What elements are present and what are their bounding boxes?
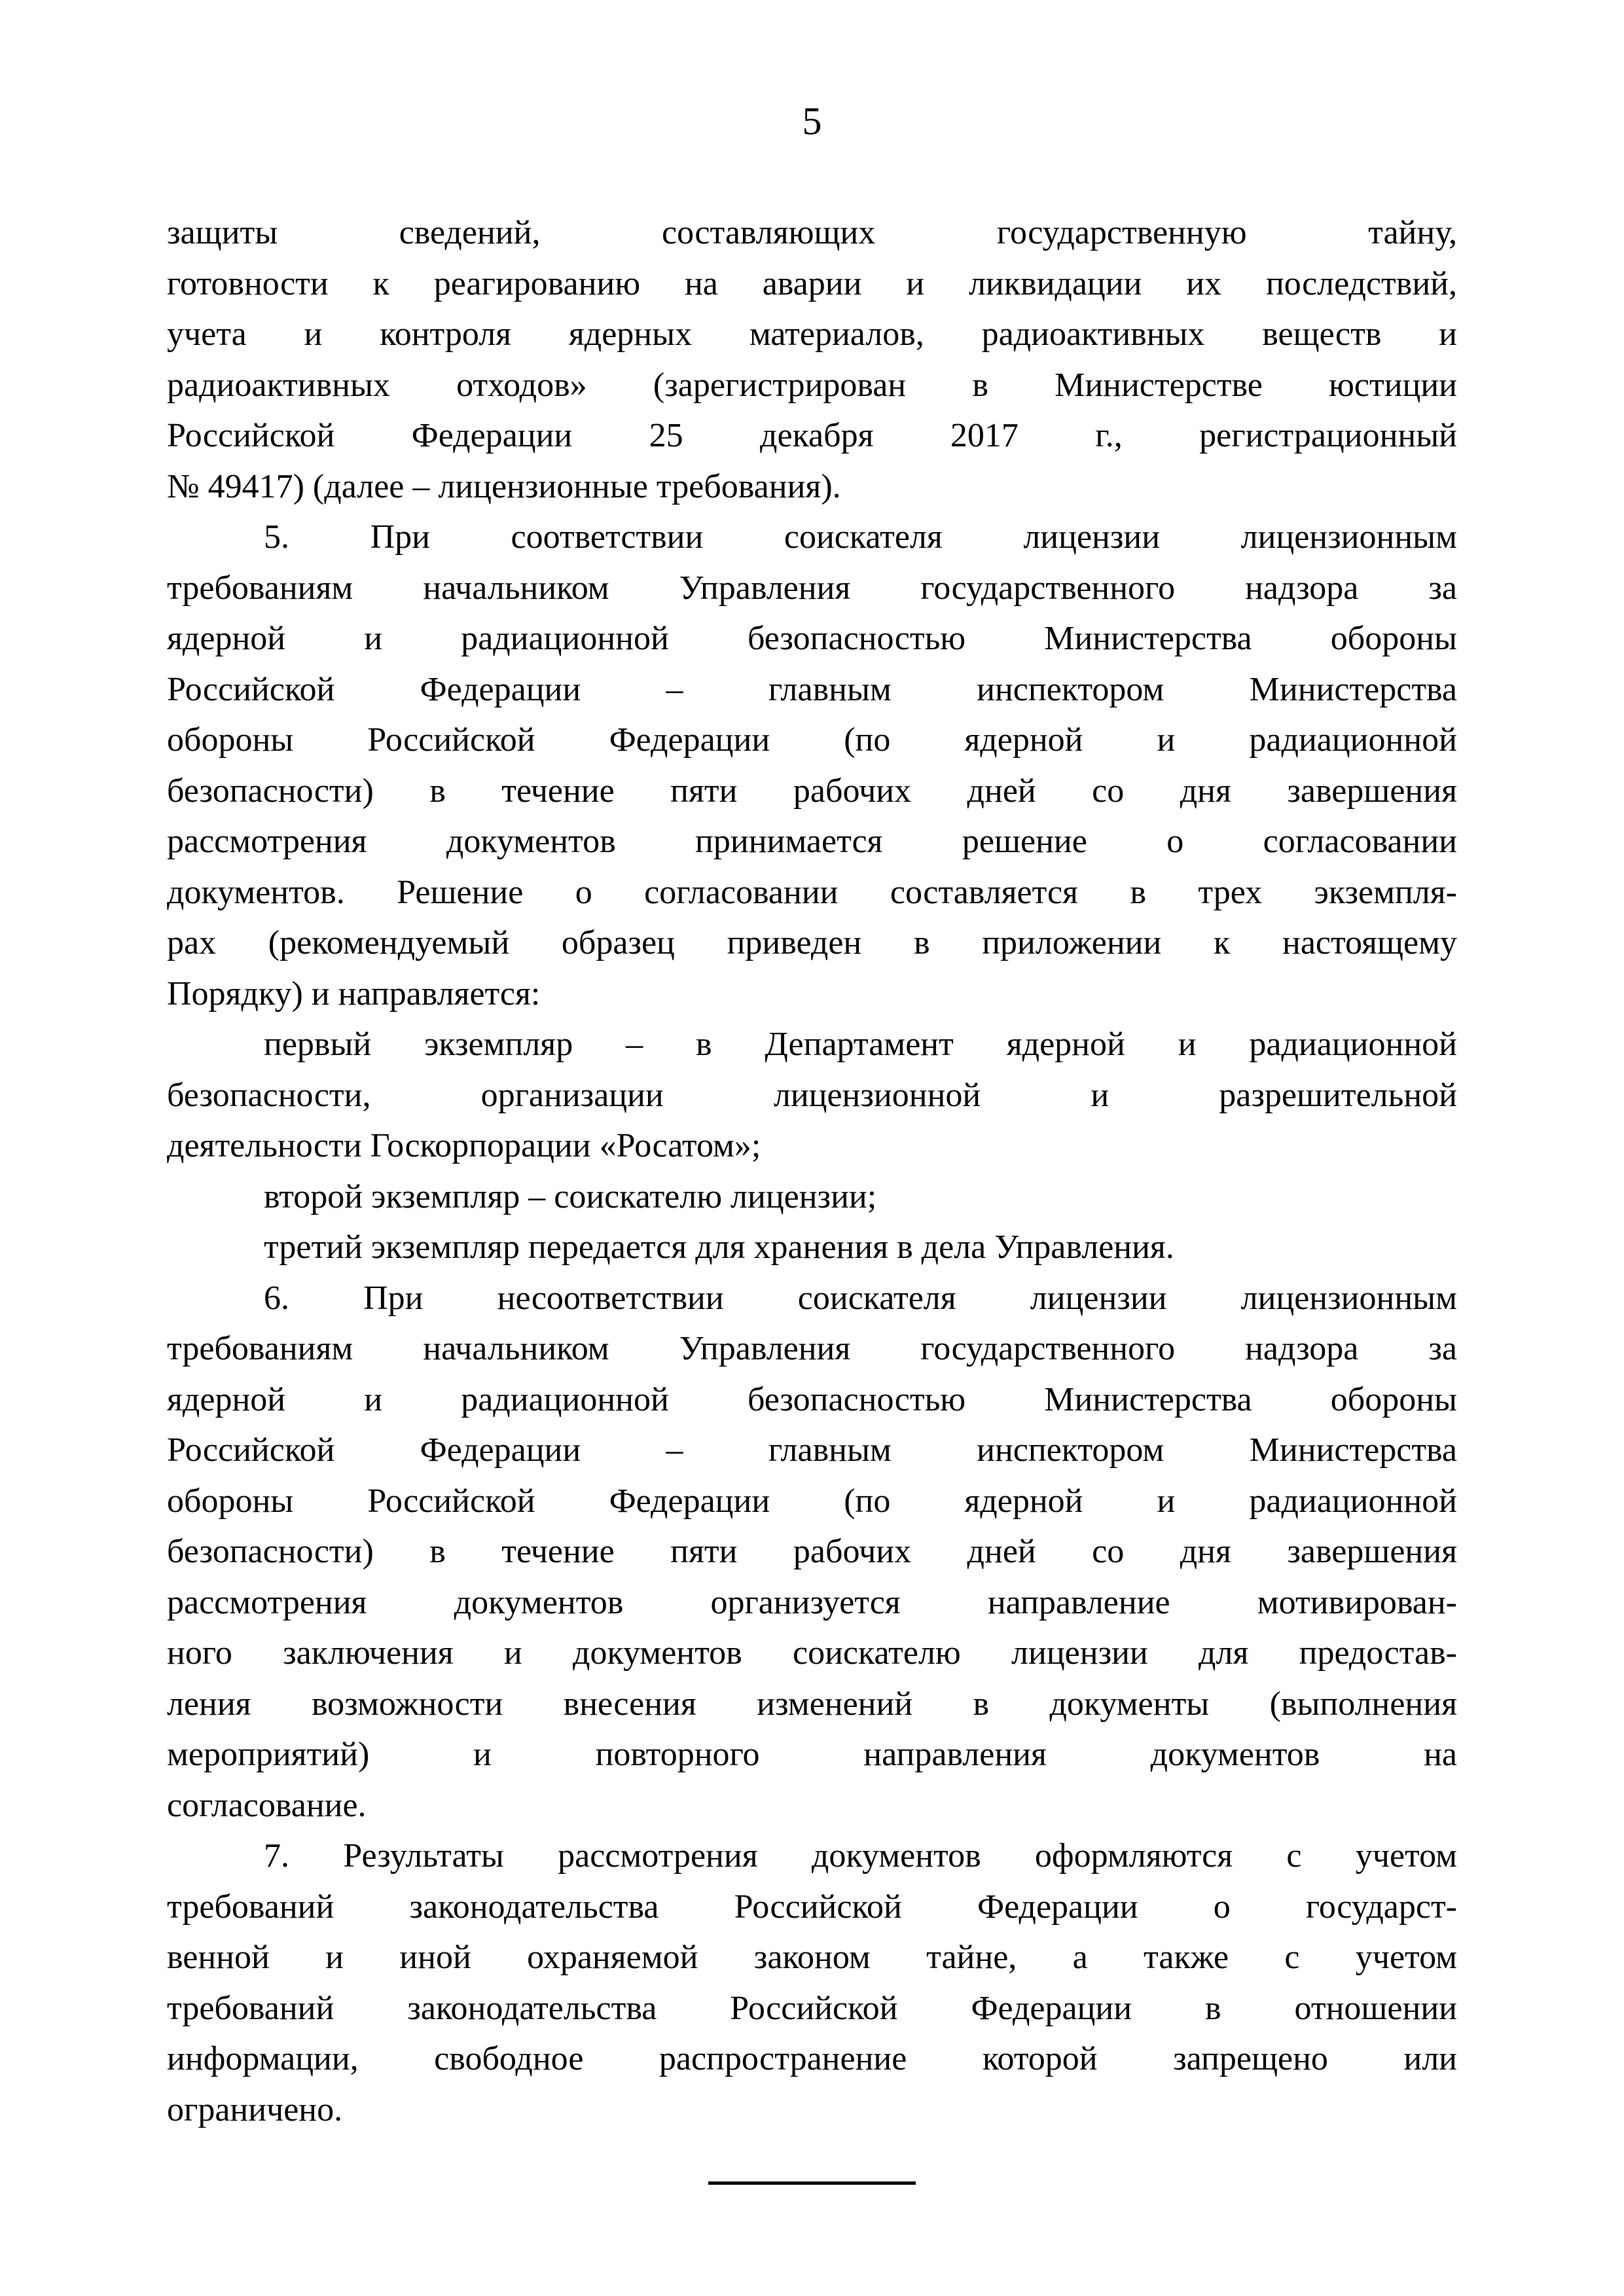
text-line: рах (рекомендуемый образец приведен в приложении к настоящему xyxy=(167,924,1457,961)
text-line: безопасности, организации лицензионной и разрешительной xyxy=(167,1076,1457,1114)
text-line: венной и иной охраняемой законом тайне, а также с учетом xyxy=(167,1939,1457,1976)
text-line: ного заключения и документов соискателю лицензии для предостав- xyxy=(167,1634,1457,1672)
text-line: готовности к реагированию на аварии и ликвидации их последствий, xyxy=(167,264,1457,302)
text-line: Порядку) и направляется: xyxy=(167,975,541,1013)
text-line: требованиям начальником Управления государственного надзора за xyxy=(167,1330,1457,1367)
text-line: радиоактивных отходов» (зарегистрирован в Министерстве юстиции xyxy=(167,366,1457,404)
text-line: мероприятий) и повторного направления документов на xyxy=(167,1736,1457,1773)
text-line: документов. Решение о согласовании составляется в трех экземпля- xyxy=(167,873,1457,911)
text-line: деятельности Госкорпорации «Росатом»; xyxy=(167,1127,761,1164)
footer-divider-line xyxy=(708,2181,916,2185)
text-line: требований законодательства Российской Федерации в отношении xyxy=(167,1989,1457,2027)
text-line: защиты сведений, составляющих государственную тайну, xyxy=(167,214,1457,251)
text-line: первый экземпляр – в Департамент ядерной и радиационной xyxy=(264,1026,1457,1063)
text-line: ления возможности внесения изменений в документы (выполнения xyxy=(167,1685,1457,1723)
text-line: требований законодательства Российской Федерации о государст- xyxy=(167,1888,1457,1926)
text-line: Российской Федерации 25 декабря 2017 г., регистрационный xyxy=(167,417,1457,454)
text-line: ядерной и радиационной безопасностью Министерства обороны xyxy=(167,620,1457,657)
text-line: учета и контроля ядерных материалов, радиоактивных веществ и xyxy=(167,315,1457,353)
text-line: согласование. xyxy=(167,1786,367,1824)
text-line: 5. При соответствии соискателя лицензии лицензионным xyxy=(264,518,1457,556)
text-line: третий экземпляр передается для хранения в дела Управления. xyxy=(264,1229,1174,1266)
page-number: 5 xyxy=(802,99,822,143)
text-line: 6. При несоответствии соискателя лицензии лицензионным xyxy=(264,1279,1457,1317)
text-line: рассмотрения документов принимается решение о согласовании xyxy=(167,823,1457,860)
text-line: ядерной и радиационной безопасностью Министерства обороны xyxy=(167,1380,1457,1418)
text-line: № 49417) (далее – лицензионные требования). xyxy=(167,467,841,505)
text-line: 7. Результаты рассмотрения документов оформляются с учетом xyxy=(264,1837,1457,1874)
text-line: второй экземпляр – соискателю лицензии; xyxy=(264,1177,877,1215)
text-line: обороны Российской Федерации (по ядерной и радиационной xyxy=(167,721,1457,759)
text-line: безопасности) в течение пяти рабочих дней со дня завершения xyxy=(167,1533,1457,1570)
text-line: обороны Российской Федерации (по ядерной и радиационной xyxy=(167,1482,1457,1520)
text-line: рассмотрения документов организуется направление мотивирован- xyxy=(167,1583,1457,1621)
text-line: Российской Федерации – главным инспектором Министерства xyxy=(167,670,1457,708)
document-body xyxy=(167,207,1457,2135)
text-line: требованиям начальником Управления государственного надзора за xyxy=(167,569,1457,607)
text-line: информации, свободное распространение которой запрещено или xyxy=(167,2040,1457,2077)
text-line: ограничено. xyxy=(167,2090,343,2128)
text-line: Российской Федерации – главным инспектором Министерства xyxy=(167,1431,1457,1469)
text-line: безопасности) в течение пяти рабочих дней со дня завершения xyxy=(167,772,1457,810)
